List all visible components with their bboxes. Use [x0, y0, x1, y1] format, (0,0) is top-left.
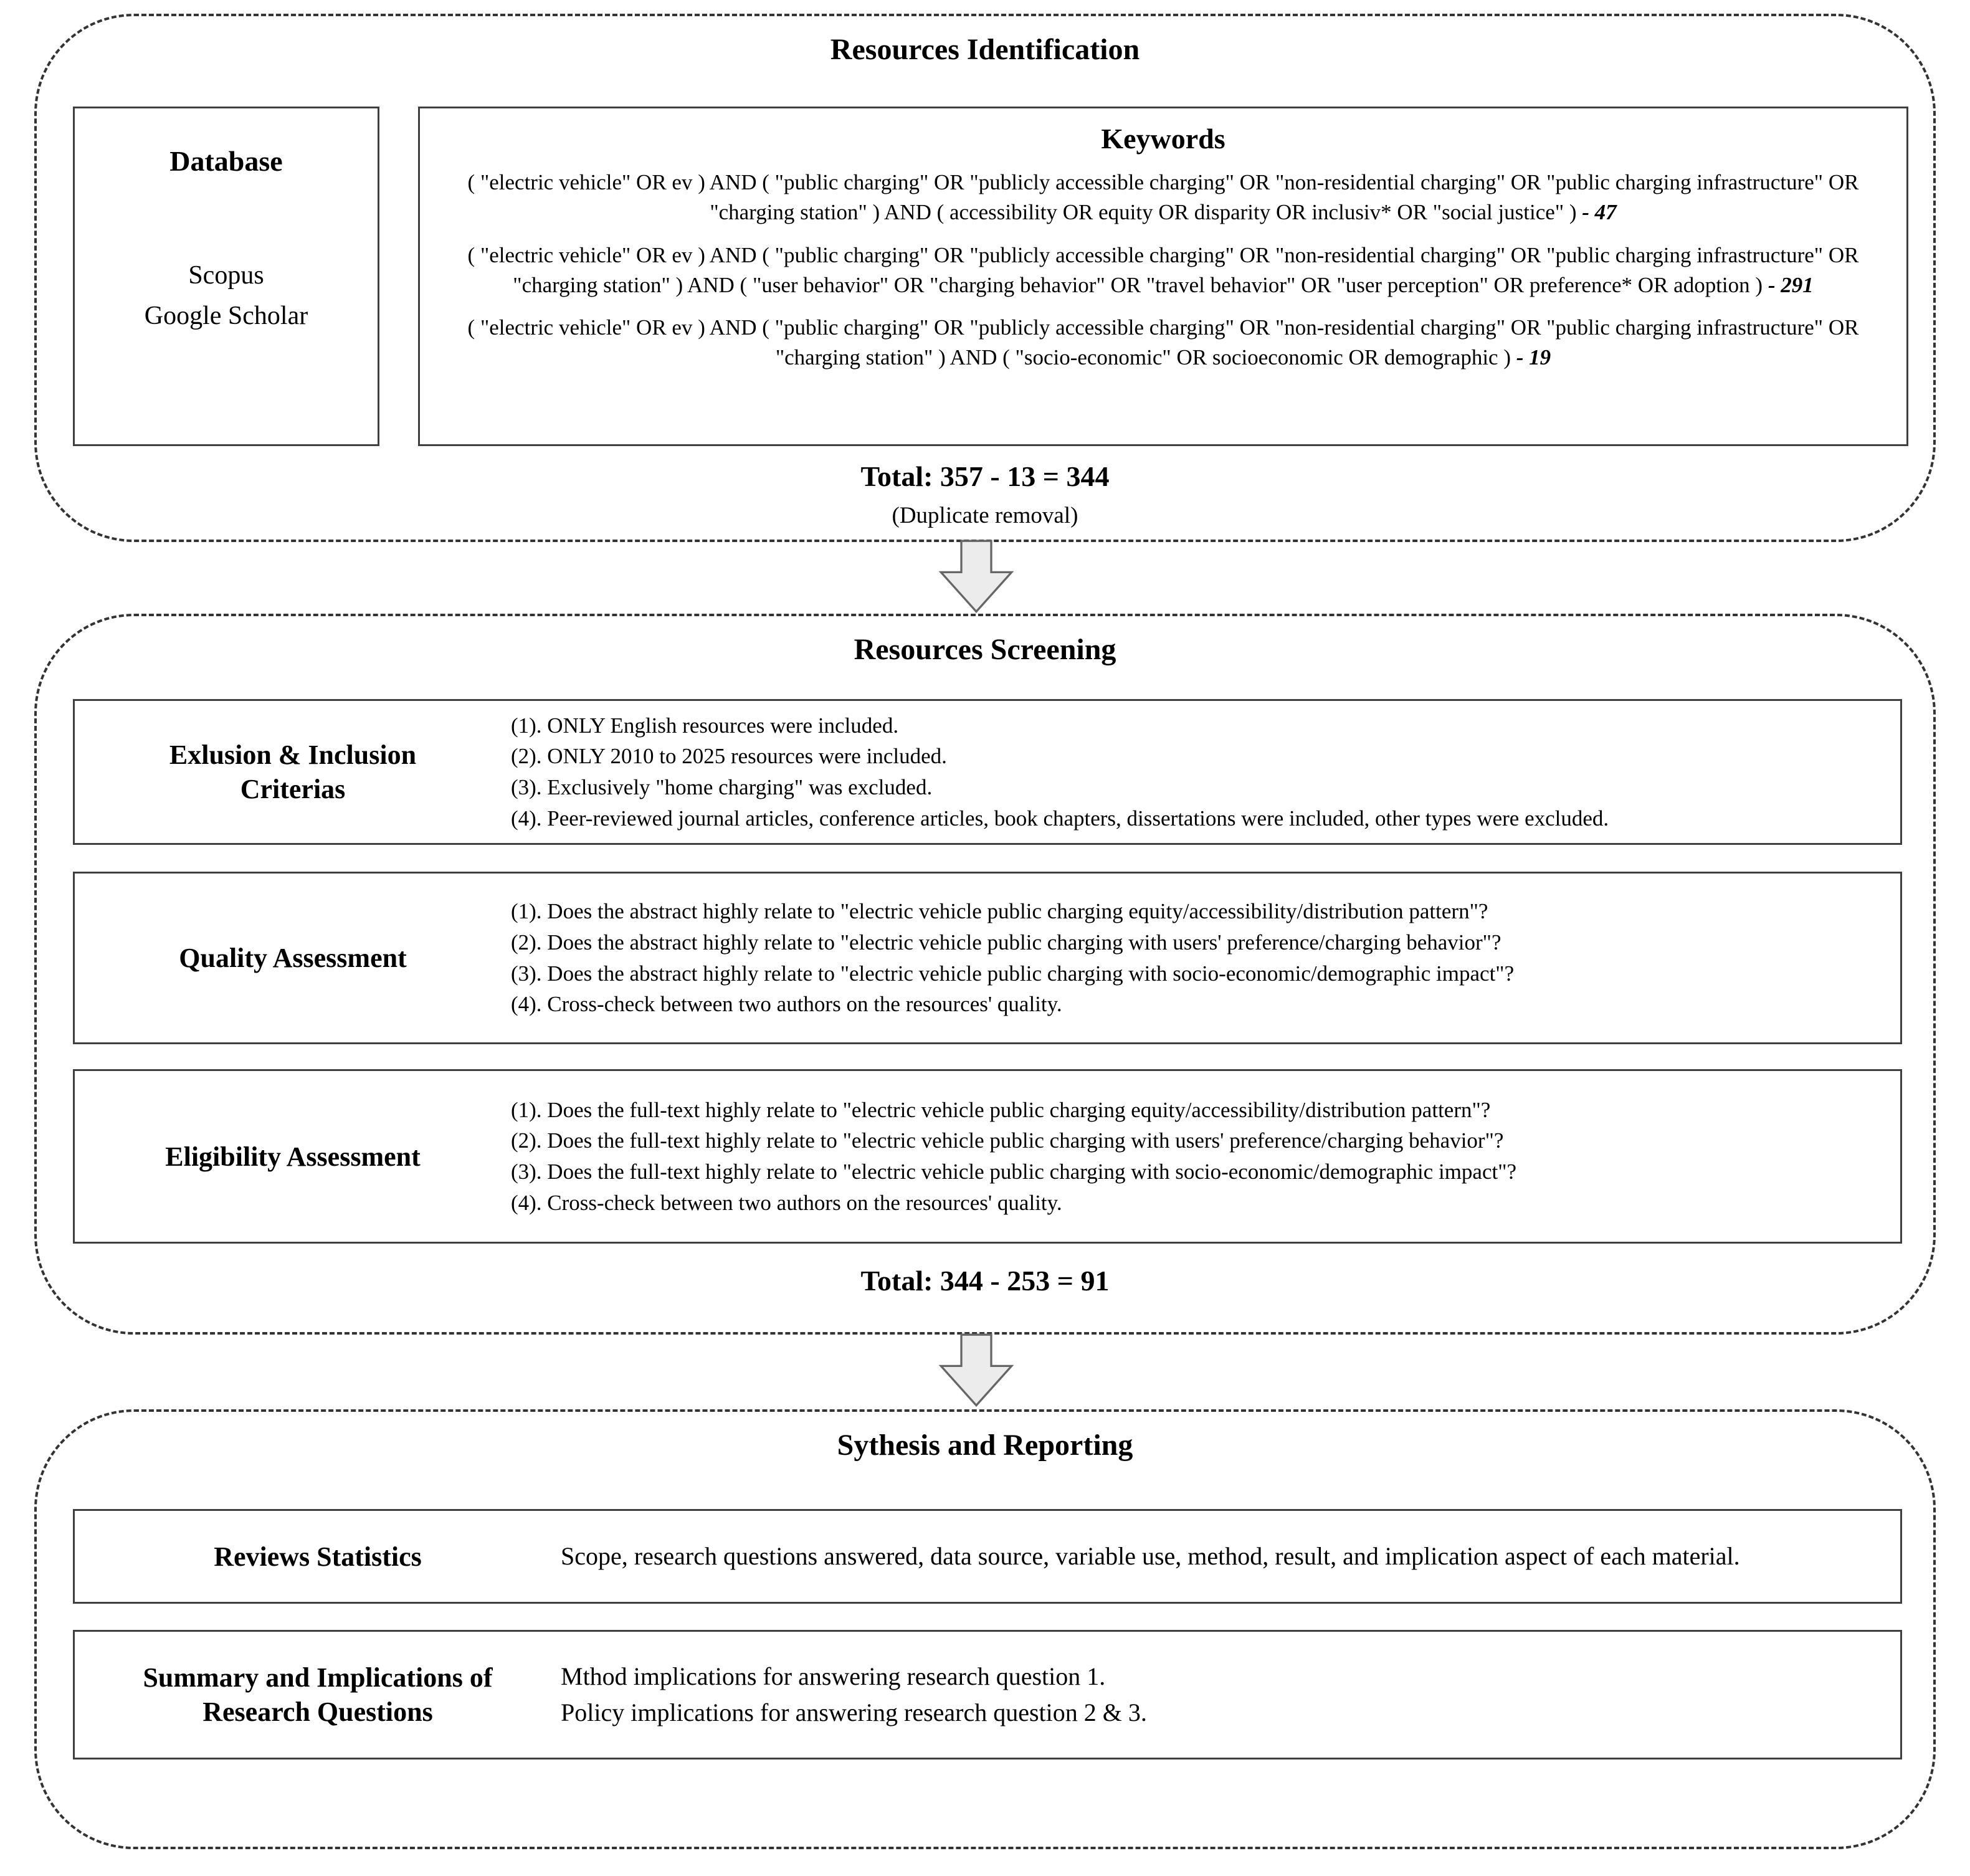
query-text: ( "electric vehicle" OR ev ) AND ( "public charging" OR "publicly accessible charging" OR "non-residential charging" OR "public charging infrastructure" OR "charging station" ) AND ( accessibility OR equity OR disparity OR inclusiv* OR "social justice" ) [467, 170, 1859, 225]
section-title-synthesis: Sythesis and Reporting [837, 1429, 1133, 1462]
criteria-item: (2). ONLY 2010 to 2025 resources were included. [511, 744, 947, 769]
criteria-item: (4). Cross-check between two authors on the resources' quality. [511, 1190, 1062, 1215]
criteria-item: (3). Does the full-text highly relate to "electric vehicle public charging with socio-economic/demographic impact"? [511, 1159, 1517, 1184]
content-line: Policy implications for answering research question 2 & 3. [561, 1698, 1147, 1726]
keywords-heading: Keywords [1101, 123, 1225, 155]
quality-assessment-items [511, 887, 1900, 1029]
section-title-identification: Resources Identification [830, 33, 1140, 66]
criteria-item: (4). Peer-reviewed journal articles, conference articles, book chapters, dissertations were included, other types were excluded. [511, 806, 1609, 831]
section-resources-identification [34, 14, 1936, 542]
database-box [73, 107, 379, 446]
content-line: Mthod implications for answering research question 1. [561, 1662, 1106, 1690]
database-heading: Database [169, 145, 283, 177]
query-result-count: - 19 [1516, 345, 1551, 370]
keyword-query [448, 168, 1878, 228]
identification-total: Total: 357 - 13 = 344 [860, 460, 1110, 492]
quality-assessment-label: Quality Assessment [179, 943, 407, 973]
eligibility-assessment-box [73, 1069, 1902, 1244]
reviews-statistics-box [73, 1509, 1902, 1604]
duplicate-removal-note: (Duplicate removal) [892, 503, 1078, 528]
screening-total: Total: 344 - 253 = 91 [860, 1265, 1110, 1297]
criteria-item: (1). Does the abstract highly relate to "electric vehicle public charging equity/accessibility/distribution pattern"? [511, 899, 1488, 924]
query-result-count: - 47 [1582, 200, 1617, 225]
database-item: Google Scholar [144, 302, 308, 331]
criteria-item: (2). Does the abstract highly relate to "electric vehicle public charging with users' preference/charging behavior"? [511, 930, 1501, 955]
exclusion-inclusion-label: Exlusion & Inclusion Criterias [169, 740, 417, 804]
query-text: ( "electric vehicle" OR ev ) AND ( "public charging" OR "publicly accessible charging" OR "non-residential charging" OR "public charging infrastructure" OR "charging station" ) AND ( "socio-economic" OR socioeconomic OR demographic ) [467, 315, 1859, 370]
summary-implications-label: Summary and Implications of Research Questions [143, 1662, 493, 1727]
keywords-box [418, 107, 1908, 446]
quality-assessment-box [73, 872, 1902, 1044]
eligibility-assessment-items [511, 1086, 1900, 1227]
database-items [75, 255, 378, 336]
content-line: Scope, research questions answered, data source, variable use, method, result, and implication aspect of each material. [561, 1542, 1740, 1570]
keyword-query [448, 240, 1878, 301]
keyword-query [448, 313, 1878, 373]
down-arrow-icon [930, 540, 1023, 614]
exclusion-inclusion-items [511, 702, 1900, 843]
query-text: ( "electric vehicle" OR ev ) AND ( "public charging" OR "publicly accessible charging" OR "non-residential charging" OR "public charging infrastructure" OR "charging station" ) AND ( "user behavior" OR "charging behavior" OR "travel behavior" OR "user perception" OR preference* OR adoption ) [467, 242, 1859, 297]
criteria-item: (2). Does the full-text highly relate to "electric vehicle public charging with users' preference/charging behavior"? [511, 1128, 1504, 1153]
summary-implications-content [561, 1652, 1900, 1737]
criteria-item: (4). Cross-check between two authors on the resources' quality. [511, 992, 1062, 1017]
section-title-screening: Resources Screening [854, 633, 1116, 666]
section-synthesis-reporting [34, 1409, 1936, 1849]
reviews-statistics-content [561, 1532, 1900, 1581]
section-resources-screening [34, 614, 1936, 1335]
exclusion-inclusion-box [73, 699, 1902, 845]
query-result-count: - 291 [1768, 272, 1814, 297]
criteria-item: (1). Does the full-text highly relate to "electric vehicle public charging equity/accessibility/distribution pattern"? [511, 1097, 1491, 1122]
criteria-item: (3). Does the abstract highly relate to "electric vehicle public charging with socio-economic/demographic impact"? [511, 961, 1515, 986]
criteria-item: (3). Exclusively "home charging" was excluded. [511, 775, 933, 799]
summary-implications-box [73, 1630, 1902, 1759]
database-item: Scopus [188, 261, 264, 290]
down-arrow-icon [930, 1333, 1023, 1408]
criteria-item: (1). ONLY English resources were included. [511, 713, 899, 738]
reviews-statistics-label: Reviews Statistics [214, 1541, 422, 1572]
eligibility-assessment-label: Eligibility Assessment [165, 1141, 421, 1172]
